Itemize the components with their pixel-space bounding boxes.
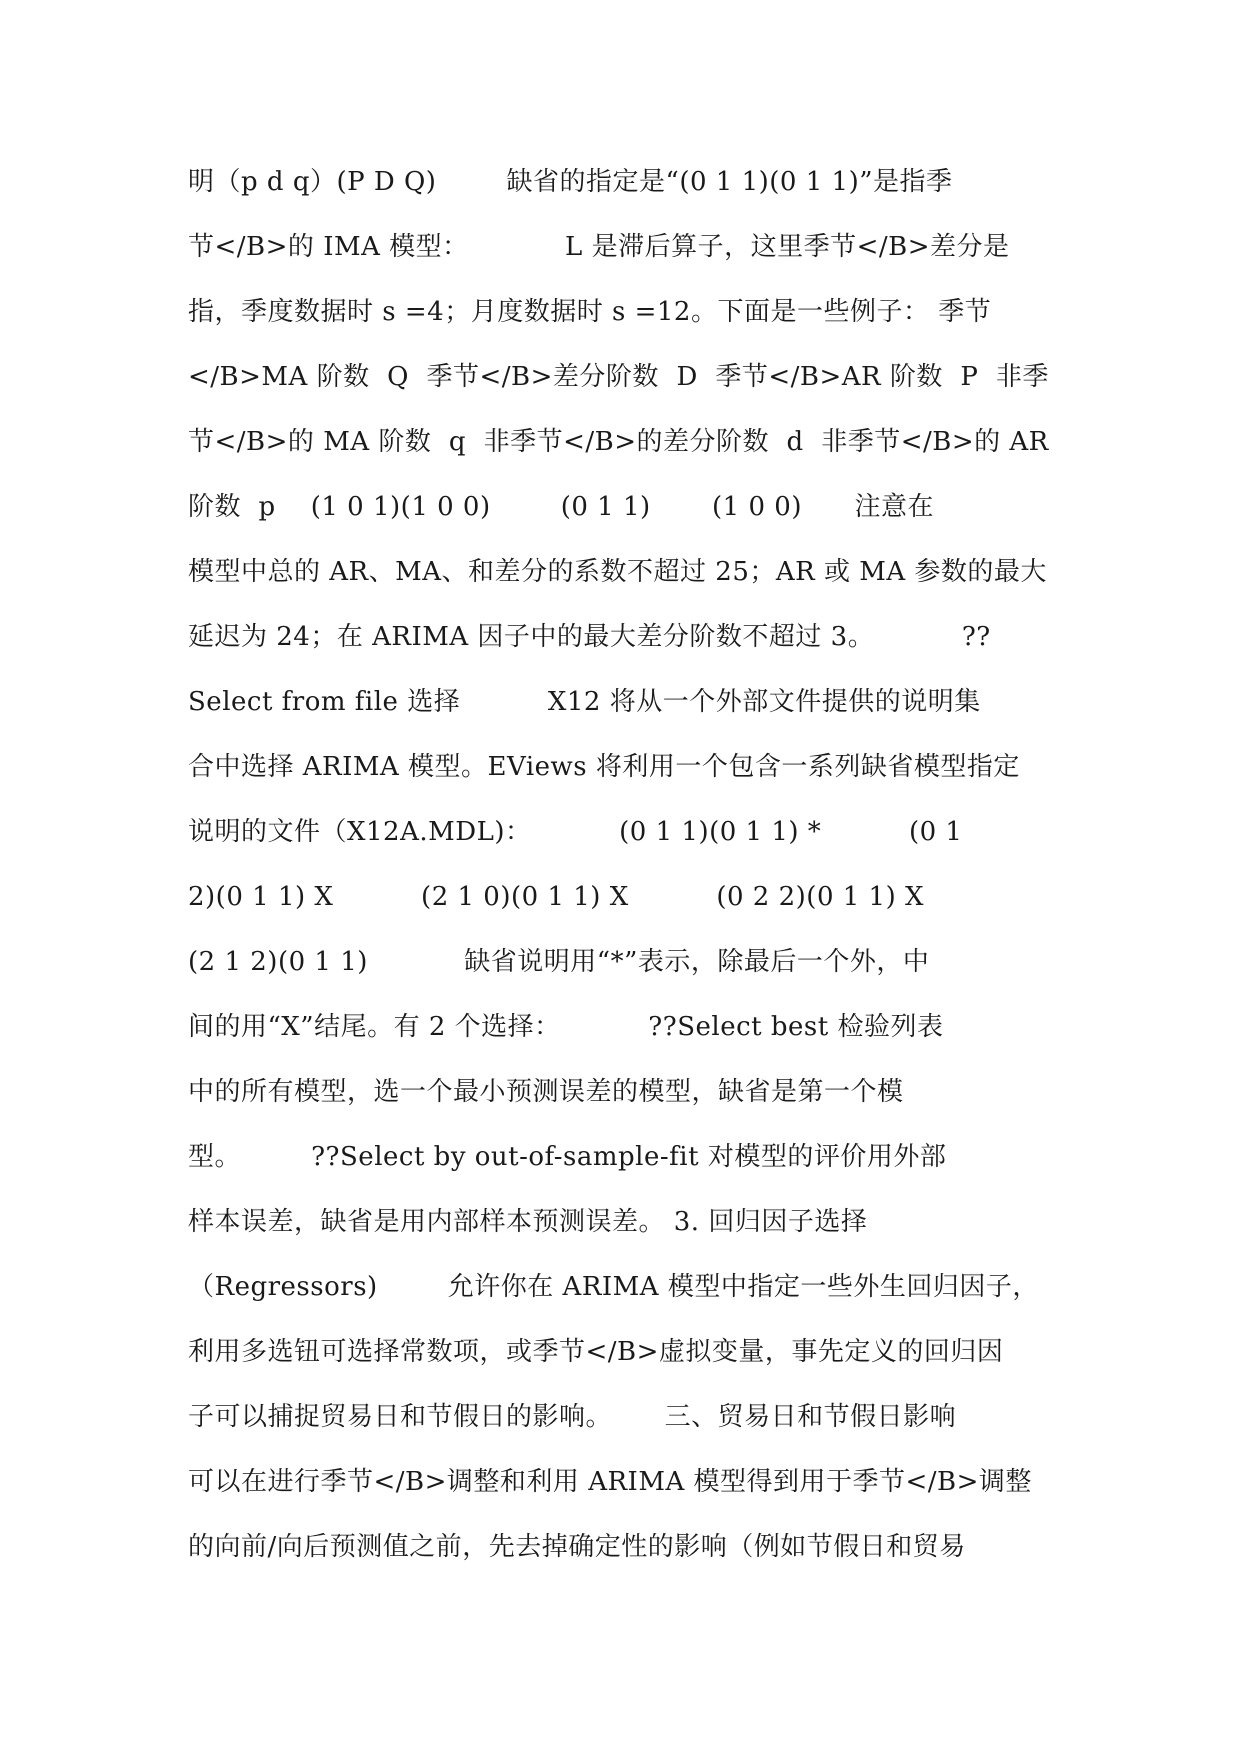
text-line: 合中选择 ARIMA 模型。EViews 将利用一个包含一系列缺省模型指定 (188, 752, 1020, 782)
text-line: 阶数 p (1 0 1)(1 0 0) (0 1 1) (1 0 0) 注意在 (188, 492, 935, 522)
text-line: 说明的文件（X12A.MDL)： (0 1 1)(0 1 1) * (0 1 (188, 817, 963, 847)
text-line: </B>MA 阶数 Q 季节</B>差分阶数 D 季节</B>AR 阶数 P 非季 (188, 362, 1049, 392)
text-line: 的向前/向后预测值之前，先去掉确定性的影响（例如节假日和贸易 (188, 1532, 966, 1562)
text-line: 指，季度数据时 s =4；月度数据时 s =12。下面是一些例子： 季节 (188, 297, 992, 327)
text-line: 子可以捕捉贸易日和节假日的影响。 三、贸易日和节假日影响 (188, 1402, 957, 1432)
text-line: 可以在进行季节</B>调整和利用 ARIMA 模型得到用于季节</B>调整 (188, 1467, 1032, 1497)
text-line: 中的所有模型，选一个最小预测误差的模型，缺省是第一个模 (188, 1077, 904, 1107)
text-line: （Regressors) 允许你在 ARIMA 模型中指定一些外生回归因子， (188, 1272, 1039, 1302)
text-line: 利用多选钮可选择常数项，或季节</B>虚拟变量，事先定义的回归因 (188, 1337, 1004, 1367)
text-line: 延迟为 24；在 ARIMA 因子中的最大差分阶数不超过 3。 ?? (188, 622, 991, 652)
text-line: 模型中总的 AR、MA、和差分的系数不超过 25；AR 或 MA 参数的最大 (188, 557, 1047, 587)
body-text (188, 150, 1088, 1580)
text-line: 2)(0 1 1) X (2 1 0)(0 1 1) X (0 2 2)(0 1 1) X (188, 882, 925, 912)
text-line: 间的用“X”结尾。有 2 个选择： ??Select best 检验列表 (188, 1012, 944, 1042)
text-line: 型。 ??Select by out-of-sample-fit 对模型的评价用外部 (188, 1142, 947, 1172)
text-line: Select from file 选择 X12 将从一个外部文件提供的说明集 (188, 687, 981, 717)
text-line: 明（p d q）(P D Q) 缺省的指定是“(0 1 1)(0 1 1)”是指季 (188, 167, 953, 197)
text-line: (2 1 2)(0 1 1) 缺省说明用“*”表示，除最后一个外，中 (188, 947, 930, 977)
text-line: 样本误差，缺省是用内部样本预测误差。 3. 回归因子选择 (188, 1207, 868, 1237)
text-line: 节</B>的 IMA 模型： L 是滞后算子，这里季节</B>差分是 (188, 232, 1010, 262)
text-line: 节</B>的 MA 阶数 q 非季节</B>的差分阶数 d 非季节</B>的 AR (188, 427, 1049, 457)
